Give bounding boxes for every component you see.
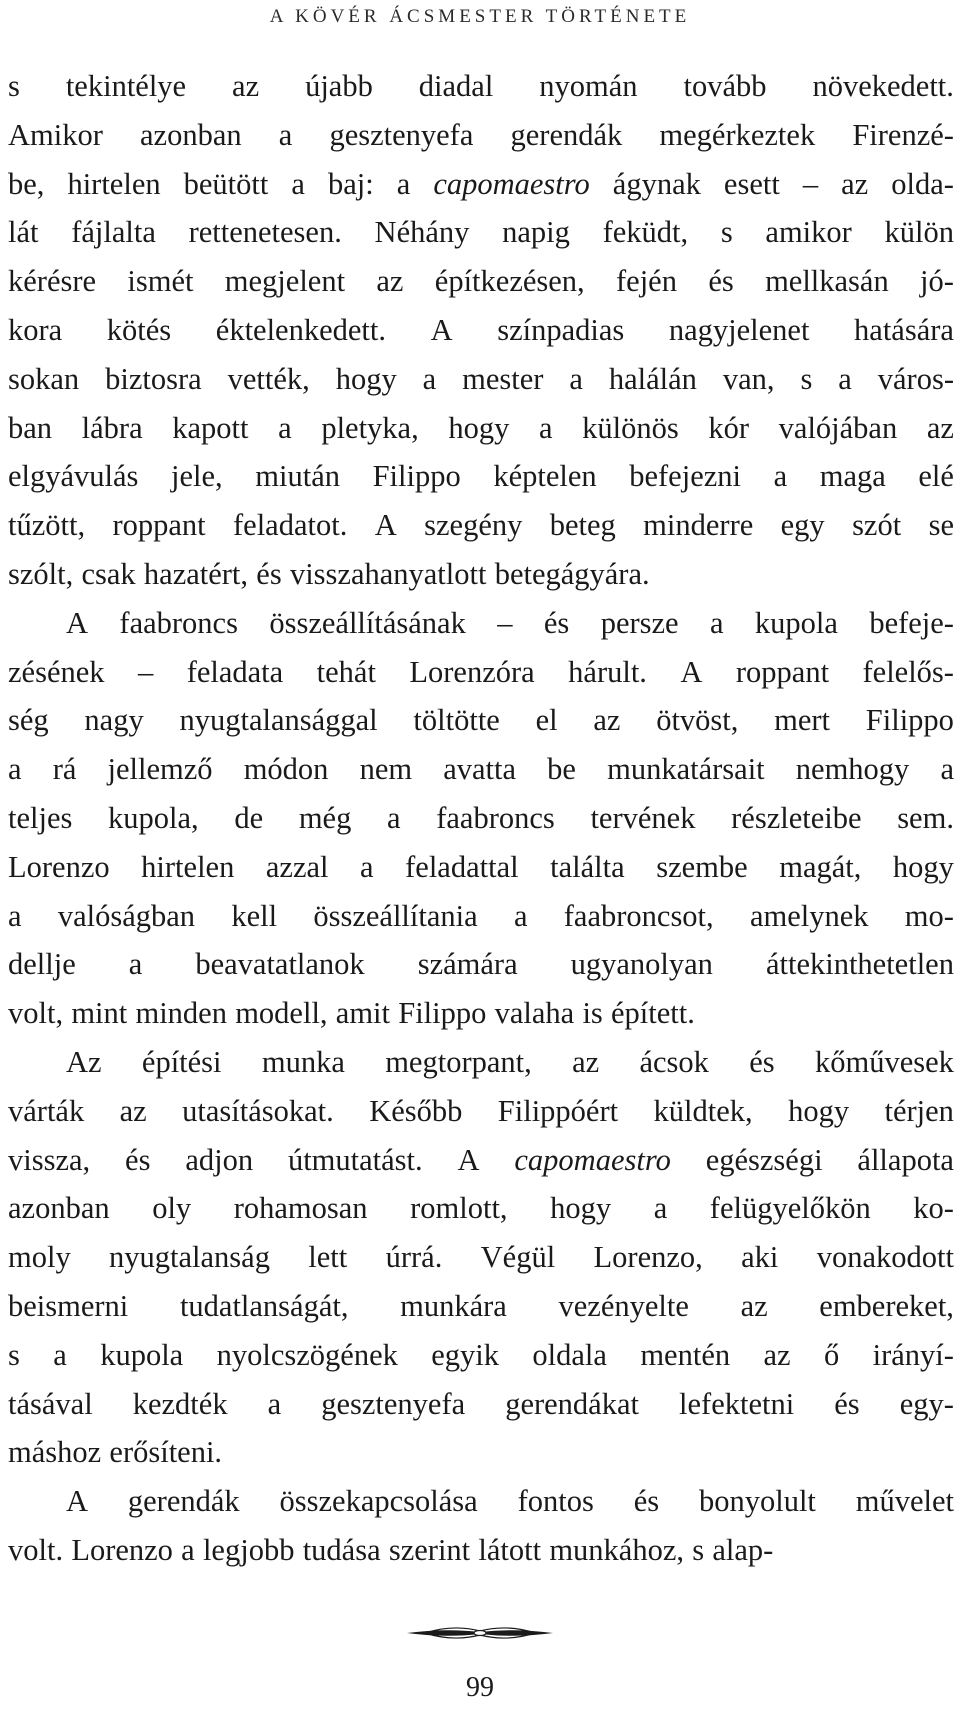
word: valóságban bbox=[57, 898, 196, 933]
word: küldtek, bbox=[653, 1093, 753, 1128]
word: nem bbox=[359, 752, 413, 787]
word: befejezni bbox=[629, 459, 741, 494]
word: A bbox=[457, 1142, 480, 1177]
word: munkához, bbox=[549, 1532, 684, 1567]
word: művelet bbox=[855, 1484, 954, 1519]
word: növekedett. bbox=[812, 69, 954, 103]
word: feladata bbox=[186, 654, 284, 689]
word: fájlalta bbox=[71, 215, 156, 250]
italic-word: capomaestro bbox=[514, 1142, 671, 1177]
word: nyomán bbox=[539, 69, 638, 103]
word: hogy bbox=[788, 1093, 850, 1128]
word: gerendák bbox=[510, 117, 623, 152]
word: lát bbox=[8, 215, 39, 250]
word: felelős- bbox=[862, 654, 954, 689]
word: útmutatást. bbox=[287, 1142, 423, 1177]
word: tásával bbox=[8, 1386, 93, 1421]
word: munkára bbox=[400, 1288, 507, 1323]
word: mint bbox=[71, 996, 128, 1031]
word: sem. bbox=[897, 800, 954, 835]
word: olda- bbox=[891, 166, 954, 201]
word: oldala bbox=[532, 1337, 607, 1372]
word: újabb bbox=[305, 69, 373, 103]
word: állapota bbox=[857, 1142, 954, 1177]
word: az bbox=[740, 1288, 768, 1323]
word: hazatért, bbox=[143, 556, 249, 591]
word: faabroncs bbox=[119, 605, 238, 640]
word: faabroncs bbox=[436, 800, 555, 835]
word: egy- bbox=[899, 1386, 954, 1421]
word: a bbox=[396, 166, 411, 201]
word: vissza, bbox=[8, 1142, 91, 1177]
word: nagyjelenet bbox=[668, 312, 810, 347]
word: maga bbox=[819, 459, 886, 494]
word: beismerni bbox=[8, 1288, 129, 1323]
word: Lorenzo bbox=[8, 849, 110, 884]
word: tudása bbox=[302, 1532, 381, 1567]
text-line bbox=[8, 1136, 954, 1185]
word: volt. bbox=[8, 1532, 64, 1567]
word: és bbox=[633, 1484, 660, 1519]
word: legjobb bbox=[202, 1532, 295, 1567]
word: és bbox=[256, 556, 282, 591]
word: s bbox=[8, 69, 20, 103]
word: pletyka, bbox=[321, 410, 419, 445]
word: felügyelőkön bbox=[709, 1191, 871, 1226]
word: faabroncsot, bbox=[563, 898, 714, 933]
word: kupola bbox=[100, 1337, 184, 1372]
word: baj: bbox=[327, 166, 374, 201]
word: gerendákat bbox=[505, 1386, 639, 1421]
word: Lorenzóra bbox=[409, 654, 535, 689]
word: zésének bbox=[8, 654, 105, 689]
word: valaha bbox=[494, 996, 575, 1031]
word: találta bbox=[550, 849, 625, 884]
word: a bbox=[278, 117, 293, 152]
word: ko- bbox=[913, 1191, 954, 1226]
word: sokan bbox=[8, 361, 80, 396]
word: a bbox=[267, 1386, 282, 1421]
word: a bbox=[538, 410, 553, 445]
word: amit bbox=[335, 996, 390, 1031]
word: különös bbox=[582, 410, 679, 445]
word: mo- bbox=[904, 898, 954, 933]
word: külön bbox=[884, 215, 954, 250]
word: máshoz bbox=[8, 1435, 102, 1470]
word: a bbox=[278, 410, 292, 445]
text-line bbox=[8, 648, 954, 697]
word: a bbox=[422, 361, 437, 396]
word: avatta bbox=[443, 752, 517, 787]
text-line bbox=[8, 208, 954, 257]
word: a bbox=[8, 752, 22, 787]
word: bonyolult bbox=[698, 1484, 816, 1519]
text-line bbox=[8, 1477, 954, 1526]
text-line bbox=[8, 404, 954, 453]
text-line bbox=[8, 501, 954, 550]
word: modell, bbox=[235, 996, 328, 1031]
word: Firenzé- bbox=[852, 117, 954, 152]
word: lett bbox=[308, 1240, 348, 1275]
word: hárult. bbox=[568, 654, 647, 689]
word: volt, bbox=[8, 996, 64, 1031]
word: se bbox=[928, 508, 954, 543]
word: a bbox=[181, 1532, 195, 1567]
word: s bbox=[692, 1532, 705, 1567]
text-line bbox=[8, 1331, 954, 1380]
word: számára bbox=[417, 947, 518, 982]
word: áttekinthetetlen bbox=[765, 947, 954, 982]
word: fontos bbox=[517, 1484, 594, 1519]
word: roppant bbox=[735, 654, 830, 689]
word: A bbox=[374, 508, 397, 543]
text-line bbox=[8, 1282, 954, 1331]
word: ban bbox=[8, 410, 53, 445]
word: tovább bbox=[683, 69, 767, 103]
word: és bbox=[125, 1142, 151, 1177]
word: – bbox=[802, 166, 819, 201]
word: tekintélye bbox=[65, 69, 187, 103]
word: valójában bbox=[778, 410, 898, 445]
word: szót bbox=[852, 508, 902, 543]
word: beavatatlanok bbox=[195, 947, 365, 982]
word: Később bbox=[369, 1093, 463, 1128]
word: térjen bbox=[884, 1093, 954, 1128]
word: erősíteni. bbox=[109, 1435, 223, 1470]
word: hogy bbox=[335, 361, 397, 396]
word: ség bbox=[8, 703, 49, 738]
word: építési bbox=[141, 1044, 222, 1079]
word: mentén bbox=[640, 1337, 731, 1372]
text-line bbox=[8, 794, 954, 843]
word: hogy bbox=[448, 410, 510, 445]
word: Lorenzo bbox=[71, 1532, 173, 1567]
word: elé bbox=[918, 459, 954, 494]
word: diadal bbox=[418, 69, 494, 103]
word: dellje bbox=[8, 947, 76, 982]
word: szembe bbox=[656, 849, 748, 884]
word: a bbox=[653, 1191, 668, 1226]
text-line bbox=[8, 1428, 954, 1477]
word: s bbox=[800, 361, 813, 396]
word: visszahanyatlott bbox=[289, 556, 487, 591]
word: nagy bbox=[84, 703, 144, 738]
word: kupola bbox=[754, 605, 838, 640]
word: feladatot. bbox=[233, 508, 348, 543]
text-line bbox=[8, 745, 954, 794]
word: hogy bbox=[892, 849, 954, 884]
word: összeállításának bbox=[269, 605, 466, 640]
word: módon bbox=[243, 752, 329, 787]
word: nyolcszögének bbox=[216, 1337, 398, 1372]
word: A bbox=[430, 312, 453, 347]
text-line bbox=[8, 1526, 954, 1575]
word: mert bbox=[774, 703, 831, 738]
text-line bbox=[8, 1233, 954, 1282]
text-line bbox=[8, 892, 954, 941]
word: vezényelte bbox=[558, 1288, 689, 1323]
word: mester bbox=[462, 361, 544, 396]
word: épített. bbox=[611, 996, 695, 1031]
word: a bbox=[513, 898, 528, 933]
word: építkezésen, bbox=[434, 264, 585, 299]
word: kezdték bbox=[132, 1386, 228, 1421]
text-line bbox=[8, 1184, 954, 1233]
word: A bbox=[66, 1484, 89, 1519]
word: azonban bbox=[140, 117, 242, 152]
word: van, bbox=[722, 361, 775, 396]
word: színpadias bbox=[497, 312, 625, 347]
word: a bbox=[8, 898, 22, 933]
word: és bbox=[708, 264, 734, 299]
word: nyugtalansággal bbox=[179, 703, 378, 738]
word: alap- bbox=[712, 1532, 774, 1567]
text-line bbox=[8, 599, 954, 648]
word: azonban bbox=[8, 1191, 110, 1226]
word: embereket, bbox=[819, 1288, 954, 1323]
word: A bbox=[66, 605, 89, 640]
word: látott bbox=[478, 1532, 542, 1567]
word: összekapcsolása bbox=[279, 1484, 478, 1519]
text-line bbox=[8, 989, 954, 1038]
word: is bbox=[582, 996, 603, 1031]
word: ő bbox=[823, 1337, 840, 1372]
word: ötvöst, bbox=[656, 703, 739, 738]
word: beütött bbox=[183, 166, 269, 201]
text-line bbox=[8, 160, 954, 209]
word: a bbox=[387, 800, 401, 835]
word: jele, bbox=[171, 459, 223, 494]
word: rettenetesen. bbox=[188, 215, 342, 250]
body-text bbox=[8, 62, 954, 1575]
word: be, bbox=[8, 166, 45, 201]
word: jó- bbox=[920, 264, 954, 299]
word: mellkasán bbox=[765, 264, 889, 299]
word: éktelenkedett. bbox=[215, 312, 386, 347]
word: a bbox=[128, 947, 143, 982]
word: az bbox=[841, 166, 869, 201]
word: fején bbox=[616, 264, 677, 299]
word: amelynek bbox=[749, 898, 869, 933]
text-line bbox=[8, 550, 954, 599]
word: – bbox=[497, 605, 513, 640]
word: kora bbox=[8, 312, 63, 347]
word: romlott, bbox=[410, 1191, 508, 1226]
word: egy bbox=[780, 508, 825, 543]
word: nemhogy bbox=[795, 752, 910, 787]
word: el bbox=[535, 703, 558, 738]
text-line bbox=[8, 1380, 954, 1429]
page-number: 99 bbox=[466, 1672, 494, 1703]
word: Lorenzo, bbox=[593, 1240, 703, 1275]
running-head: A KÖVÉR ÁCSMESTER TÖRTÉNETE bbox=[269, 6, 691, 27]
word: lábra bbox=[81, 410, 143, 445]
word: napig bbox=[502, 215, 570, 250]
word: vették, bbox=[227, 361, 310, 396]
word: hirtelen bbox=[141, 849, 235, 884]
word: még bbox=[298, 800, 352, 835]
word: roppant bbox=[112, 508, 206, 543]
word: azzal bbox=[265, 849, 329, 884]
word: jellemző bbox=[107, 752, 213, 787]
text-line bbox=[8, 1038, 954, 1087]
word: utasításokat. bbox=[182, 1093, 334, 1128]
word: kérésre bbox=[8, 264, 97, 299]
word: feküdt, bbox=[602, 215, 689, 250]
text-line bbox=[8, 696, 954, 745]
word: a bbox=[291, 166, 305, 201]
word: be bbox=[547, 752, 576, 787]
word: képtelen bbox=[493, 459, 597, 494]
text-line bbox=[8, 1087, 954, 1136]
italic-word: capomaestro bbox=[433, 166, 590, 201]
word: rohamosan bbox=[233, 1191, 368, 1226]
word: vonakodott bbox=[816, 1240, 954, 1275]
word: hogy bbox=[550, 1191, 612, 1226]
word: Filippóért bbox=[497, 1093, 619, 1128]
word: munkatársait bbox=[607, 752, 765, 787]
word: ágynak bbox=[612, 166, 701, 201]
word: a bbox=[709, 605, 724, 640]
text-line bbox=[8, 940, 954, 989]
word: Az bbox=[66, 1044, 102, 1079]
word: és bbox=[543, 605, 570, 640]
word: a bbox=[360, 849, 374, 884]
word: lefektetni bbox=[679, 1386, 795, 1421]
word: elgyávulás bbox=[8, 459, 139, 494]
word: a bbox=[53, 1337, 67, 1372]
word: minderre bbox=[643, 508, 754, 543]
text-line bbox=[8, 452, 954, 501]
word: és bbox=[749, 1044, 775, 1079]
word: Filippo bbox=[372, 459, 461, 494]
word: aki bbox=[741, 1240, 779, 1275]
word: minden bbox=[135, 996, 227, 1031]
word: tehát bbox=[316, 654, 376, 689]
word: A bbox=[680, 654, 703, 689]
word: kapott bbox=[172, 410, 249, 445]
word: Amikor bbox=[8, 117, 103, 152]
word: ismét bbox=[127, 264, 194, 299]
text-line bbox=[8, 257, 954, 306]
word: Végül bbox=[480, 1240, 556, 1275]
word: miután bbox=[255, 459, 340, 494]
word: gesztenyefa bbox=[329, 117, 474, 152]
word: szegény bbox=[424, 508, 523, 543]
word: megjelent bbox=[224, 264, 346, 299]
word: gerendák bbox=[127, 1484, 240, 1519]
word: megtorpant, bbox=[385, 1044, 532, 1079]
word: Filippo bbox=[865, 703, 954, 738]
word: gesztenyefa bbox=[321, 1386, 466, 1421]
word: nyugtalanság bbox=[109, 1240, 270, 1275]
flourish-ornament-icon bbox=[405, 1622, 555, 1644]
word: a bbox=[569, 361, 583, 396]
word: befeje- bbox=[869, 605, 954, 640]
word: az bbox=[119, 1093, 147, 1128]
text-line bbox=[8, 62, 954, 111]
word: Néhány bbox=[374, 215, 470, 250]
word: szólt, bbox=[8, 556, 74, 591]
word: de bbox=[234, 800, 264, 835]
word: biztosra bbox=[105, 361, 202, 396]
word: feladattal bbox=[405, 849, 519, 884]
word: összeállítania bbox=[313, 898, 478, 933]
word: az bbox=[376, 264, 404, 299]
word: kupola, bbox=[108, 800, 199, 835]
word: munka bbox=[261, 1044, 345, 1079]
word: adjon bbox=[185, 1142, 254, 1177]
word: moly bbox=[8, 1240, 71, 1275]
word: irányí- bbox=[872, 1337, 954, 1372]
word: teljes bbox=[8, 800, 73, 835]
word: hirtelen bbox=[67, 166, 161, 201]
word: kór bbox=[708, 410, 750, 445]
word: magát, bbox=[779, 849, 862, 884]
word: a bbox=[838, 361, 852, 396]
word: Filippo bbox=[398, 996, 487, 1031]
word: a bbox=[940, 752, 954, 787]
word: tudatlanságát, bbox=[179, 1288, 349, 1323]
word: város- bbox=[877, 361, 954, 396]
word: persze bbox=[600, 605, 679, 640]
word: – bbox=[137, 654, 154, 689]
word: beteg bbox=[549, 508, 616, 543]
word: szerint bbox=[388, 1532, 471, 1567]
word: várták bbox=[8, 1093, 85, 1128]
text-line bbox=[8, 843, 954, 892]
word: hatására bbox=[854, 312, 954, 347]
word: kell bbox=[231, 898, 278, 933]
text-line bbox=[8, 306, 954, 355]
word: úrrá. bbox=[385, 1240, 443, 1275]
text-line bbox=[8, 111, 954, 160]
word: egyik bbox=[431, 1337, 500, 1372]
word: megérkeztek bbox=[659, 117, 816, 152]
word: a bbox=[773, 459, 788, 494]
word: az bbox=[926, 410, 954, 445]
word: s bbox=[720, 215, 733, 250]
word: rá bbox=[52, 752, 77, 787]
word: tervének bbox=[590, 800, 696, 835]
word: egészségi bbox=[705, 1142, 823, 1177]
word: az bbox=[763, 1337, 791, 1372]
word: amikor bbox=[765, 215, 852, 250]
word: és bbox=[834, 1386, 860, 1421]
word: részleteibe bbox=[731, 800, 862, 835]
word: tűzött, bbox=[8, 508, 86, 543]
word: kötés bbox=[106, 312, 172, 347]
word: az bbox=[572, 1044, 600, 1079]
word: betegágyára. bbox=[494, 556, 650, 591]
word: az bbox=[593, 703, 621, 738]
word: töltötte bbox=[413, 703, 500, 738]
word: esett bbox=[723, 166, 780, 201]
word: ácsok bbox=[639, 1044, 709, 1079]
word: oly bbox=[152, 1191, 192, 1226]
word: csak bbox=[81, 556, 136, 591]
word: az bbox=[232, 69, 260, 103]
word: ugyanolyan bbox=[570, 947, 713, 982]
word: kőművesek bbox=[815, 1044, 954, 1079]
word: halálán bbox=[608, 361, 697, 396]
word: s bbox=[8, 1337, 20, 1372]
text-line bbox=[8, 355, 954, 404]
